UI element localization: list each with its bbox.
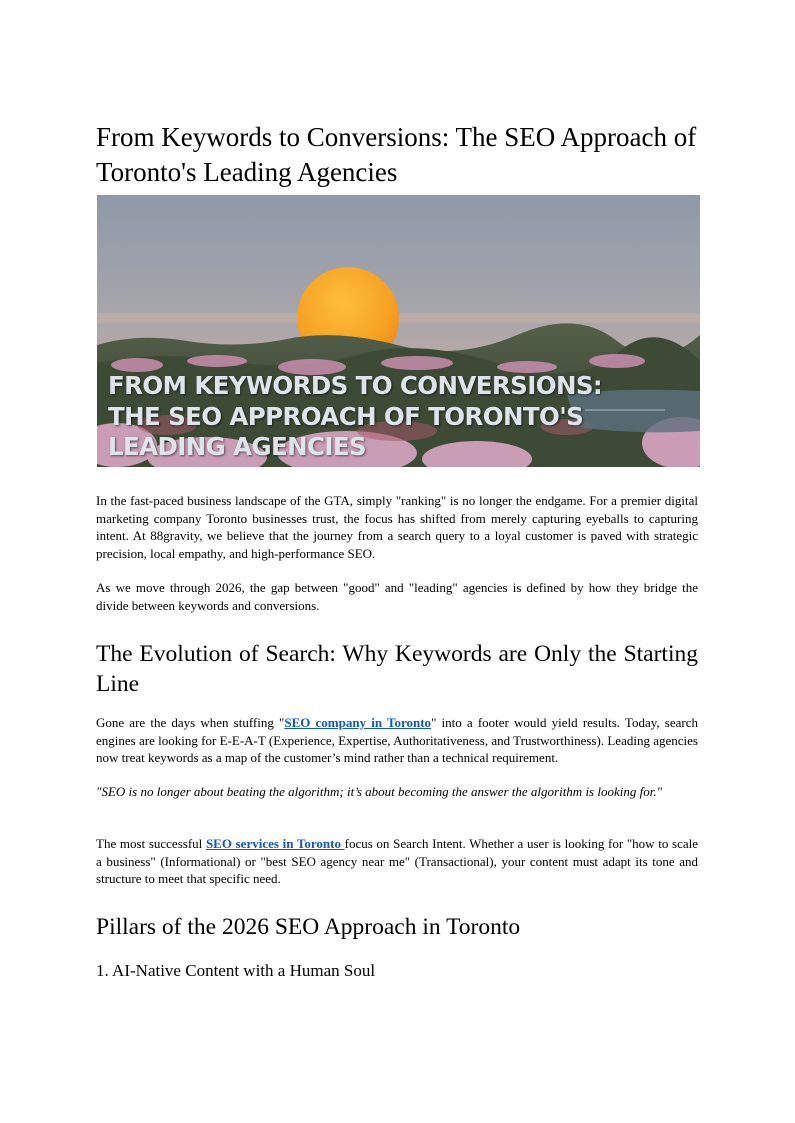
evolution-paragraph-1 [96, 714, 698, 767]
section-heading-pillars: Pillars of the 2026 SEO Approach in Toronto [96, 914, 521, 940]
text-run: Gone are the days when stuffing " [96, 715, 285, 730]
intro-paragraph-2: As we move through 2026, the gap between "good" and "leading" agencies is defined by how they bridge the divide between keywords and conversions. [96, 580, 698, 613]
intro-paragraph-1: In the fast-paced business landscape of the GTA, simply "ranking" is no longer the endgame. For a premier digital marketing company Toronto businesses trust, the focus has shifted from merely capturing eyeballs to capturing intent. At 88gravity, we believe that the journey from a search query to a loyal customer is paved with strategic precision, local empathy, and high-performance SEO. [96, 493, 698, 561]
text-run: " into a footer would yield results. Today, search engines are looking for E-E-A-T (Experience, Expertise, Authoritativeness, and Trustworthiness). Leading agencies now treat keywords as a map of the customer’s mind rather than a technical requirement. [96, 715, 698, 765]
text-run: focus on Search Intent. Whether a user is looking for "how to scale a business" (Informational) or "best SEO agency near me" (Transactional), your content must adapt its tone and structure to meet that specific need. [96, 836, 698, 886]
seo-services-toronto-link[interactable]: SEO services in Toronto [205, 836, 345, 851]
subheading-ai-native-content: 1. AI-Native Content with a Human Soul [96, 961, 376, 980]
hero-caption: FROM KEYWORDS TO CONVERSIONS: THE SEO APPROACH OF TORONTO'S LEADING AGENCIES [108, 371, 603, 461]
section-heading-evolution: The Evolution of Search: Why Keywords are Only the Starting Line [96, 641, 698, 697]
evolution-paragraph-2 [96, 835, 698, 888]
article-title: From Keywords to Conversions: The SEO Approach of Toronto's Leading Agencies [96, 122, 697, 187]
seo-company-toronto-link[interactable]: SEO company in Toronto [284, 715, 432, 730]
pull-quote: "SEO is no longer about beating the algorithm; it’s about becoming the answer the algorithm is looking for." [96, 784, 663, 799]
hero-image [97, 195, 700, 467]
text-run: The most successful [96, 836, 206, 851]
